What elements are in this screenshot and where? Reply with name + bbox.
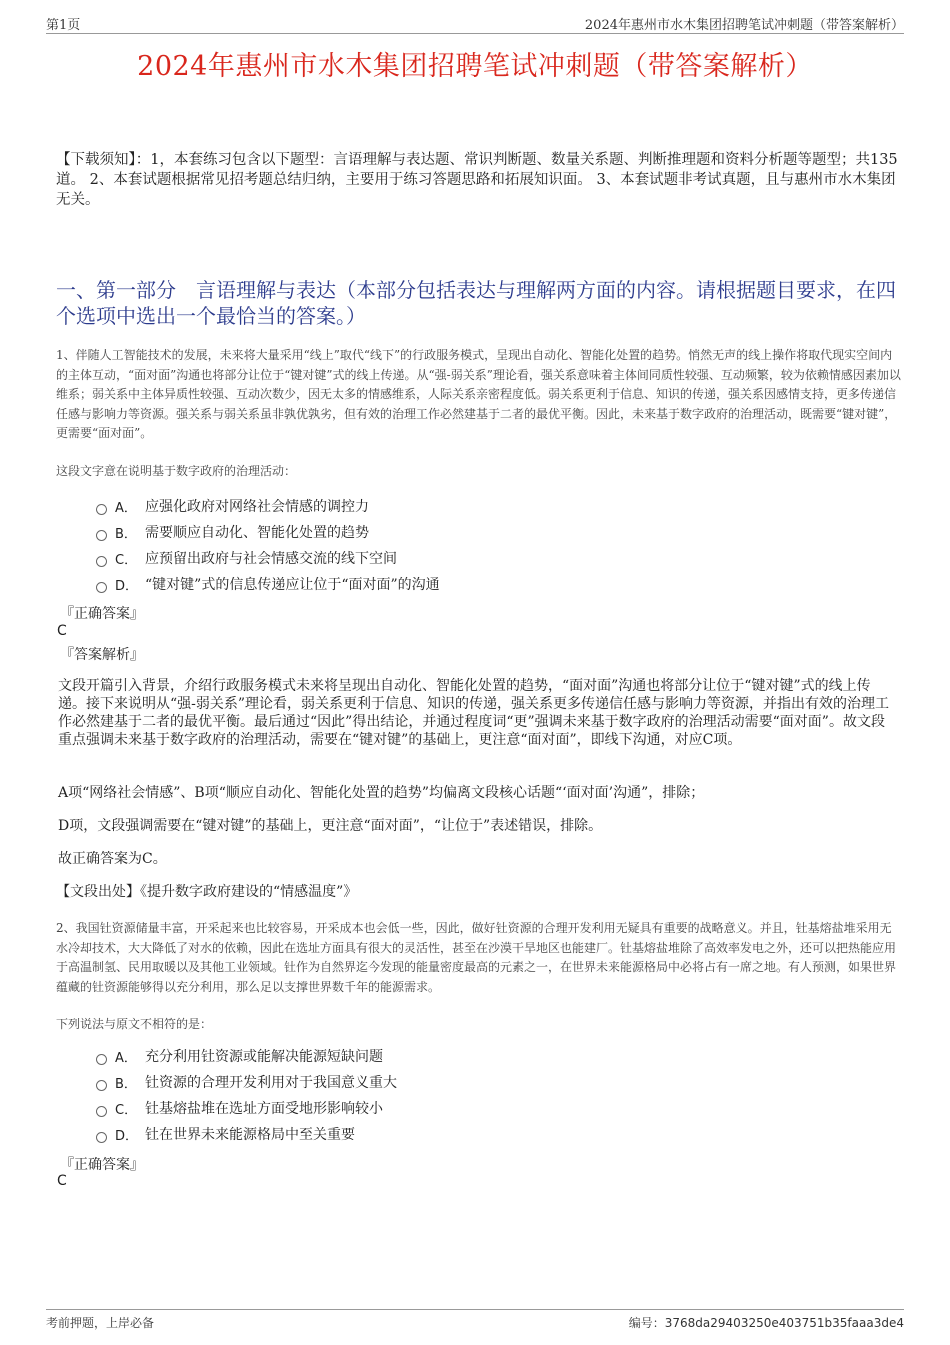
option-text: 钍在世界未来能源格局中至关重要 [145,1127,355,1143]
option-b[interactable] [96,1069,397,1095]
footer-divider [46,1309,904,1310]
option-d[interactable] [96,571,440,597]
section-heading: 一、第一部分 言语理解与表达（本部分包括表达与理解两方面的内容。请根据题目要求，在四个选项中选出一个最恰当的答案。） [56,278,896,328]
radio-icon[interactable] [96,1132,107,1143]
analysis-paragraph: 文段开篇引入背景，介绍行政服务模式未来将呈现出自动化、智能化处置的趋势，“面对面”沟通也将部分让位于“键对键”式的线上传递。接下来说明从“强-弱关系”理论看，弱关系更利于信息、知识的传递，强关系更多传递信任感与影响力等资源，并指出有效的治理工作必然建基于二者的最优平衡。最后通过“因此”得出结论，并通过程度词“更”强调未来基于数字政府的治理活动需要“面对面”。故文段重点强调未来基于数字政府的治理活动，需要在“键对键”的基础上，更注意“面对面”，即线下沟通，对应C项。 [58,678,890,748]
option-text: 充分利用钍资源或能解决能源短缺问题 [145,1049,383,1065]
option-text: 应预留出政府与社会情感交流的线下空间 [145,551,397,567]
footer-slogan: 考前押题，上岸必备 [46,1316,155,1330]
option-letter: B． [115,1076,137,1092]
passage-source: 【文段出处】《提升数字政府建设的“情感温度”》 [56,884,358,900]
option-letter: C． [115,552,138,568]
question-1-options [96,493,440,597]
option-text: 钍资源的合理开发利用对于我国意义重大 [145,1075,397,1091]
option-c[interactable] [96,1095,397,1121]
question-1-stem: 这段文字意在说明基于数字政府的治理活动： [56,464,297,478]
option-letter: C． [115,1102,138,1118]
footer-code [629,1314,904,1331]
option-b[interactable] [96,519,440,545]
radio-icon[interactable] [96,582,107,593]
option-d[interactable] [96,1121,397,1147]
question-2-stem: 下列说法与原文不相符的是： [56,1017,213,1031]
radio-icon[interactable] [96,1054,107,1065]
analysis-paragraph: D项，文段强调需要在“键对键”的基础上，更注意“面对面”，“让位于”表述错误，排除。 [58,818,603,834]
option-text: 需要顺应自动化、智能化处置的趋势 [145,525,369,541]
radio-icon[interactable] [96,504,107,515]
option-a[interactable] [96,1043,397,1069]
correct-answer: C [57,623,67,639]
footer-code-value: 3768da29403250e403751b35faaa3de4 [664,1316,904,1330]
radio-icon[interactable] [96,1080,107,1091]
page-number: 第1页 [46,18,81,33]
question-2-passage: 2、我国钍资源储量丰富，开采起来也比较容易，开采成本也会低一些，因此，做好钍资源的合理开发利用无疑具有重要的战略意义。并且，钍基熔盐堆采用无水冷却技术，大大降低了对水的依赖，因此在选址方面具有很大的灵活性，甚至在沙漠干旱地区也能建厂。钍基熔盐堆除了高效率发电之外，还可以把热能应用于高温制氢、民用取暖以及其他工业领域。钍作为自然界迄今发现的能量密度最高的元素之一，在世界未来能源格局中必将占有一席之地。有人预测，如果世界蕴藏的钍资源能够得以充分利用，那么足以支撑世界数千年的能源需求。 [56,921,897,994]
option-text: 钍基熔盐堆在选址方面受地形影响较小 [145,1101,383,1117]
analysis-paragraph: A项“网络社会情感”、B项“顺应自动化、智能化处置的趋势”均偏离文段核心话题“‘面对面’沟通”，排除； [58,785,705,801]
question-1-passage: 1、伴随人工智能技术的发展，未来将大量采用“线上”取代“线下”的行政服务模式，呈现出自动化、智能化处置的趋势。悄然无声的线上操作将取代现实空间内的主体互动，“面对面”沟通也将部分让位于“键对键”式的线上传递。从“强-弱关系”理论看，强关系意味着主体间同质性较强、互动频繁，较为依赖情感因素加以维系；弱关系中主体异质性较强、互动次数少，因无太多的情感维系，人际关系亲密程度低。弱关系更利于信息、知识的传递，强关系因感情支持，更多传递信任感与影响力等资源。强关系与弱关系虽非孰优孰劣，但有效的治理工作必然建基于二者的最优平衡。因此，未来基于数字政府的治理活动，既需要“键对键”，更需要“面对面”。 [56,348,901,441]
option-letter: A． [115,500,137,516]
option-letter: D． [115,1128,139,1144]
radio-icon[interactable] [96,1106,107,1117]
analysis-label: 『答案解析』 [60,647,144,663]
option-letter: A． [115,1050,137,1066]
option-letter: B． [115,526,137,542]
footer-code-label: 编号： [628,1316,665,1330]
header-divider [46,33,904,34]
correct-answer-label: 『正确答案』 [60,1157,144,1173]
option-a[interactable] [96,493,440,519]
option-letter: D． [115,578,139,594]
option-text: 应强化政府对网络社会情感的调控力 [145,499,369,515]
header-doc-title: 2024年惠州市水木集团招聘笔试冲刺题（带答案解析） [584,18,904,33]
download-notice: 【下载须知】：1，本套练习包含以下题型：言语理解与表达题、常识判断题、数量关系题、判断推理题和资料分析题等题型；共135道。 2、本套试题根据常见招考题总结归纳，主要用于练习答题思路和拓展知识面。 3、本套试题非考试真题，且与惠州市水木集团无关。 [56,152,898,208]
correct-answer: C [57,1173,67,1189]
radio-icon[interactable] [96,530,107,541]
analysis-paragraph: 故正确答案为C。 [58,851,167,867]
question-2-options [96,1043,397,1147]
option-text: “键对键”式的信息传递应让位于“面对面”的沟通 [145,577,440,593]
radio-icon[interactable] [96,556,107,567]
document-title: 2024年惠州市水木集团招聘笔试冲刺题（带答案解析） [137,51,813,82]
option-c[interactable] [96,545,440,571]
correct-answer-label: 『正确答案』 [60,606,144,622]
